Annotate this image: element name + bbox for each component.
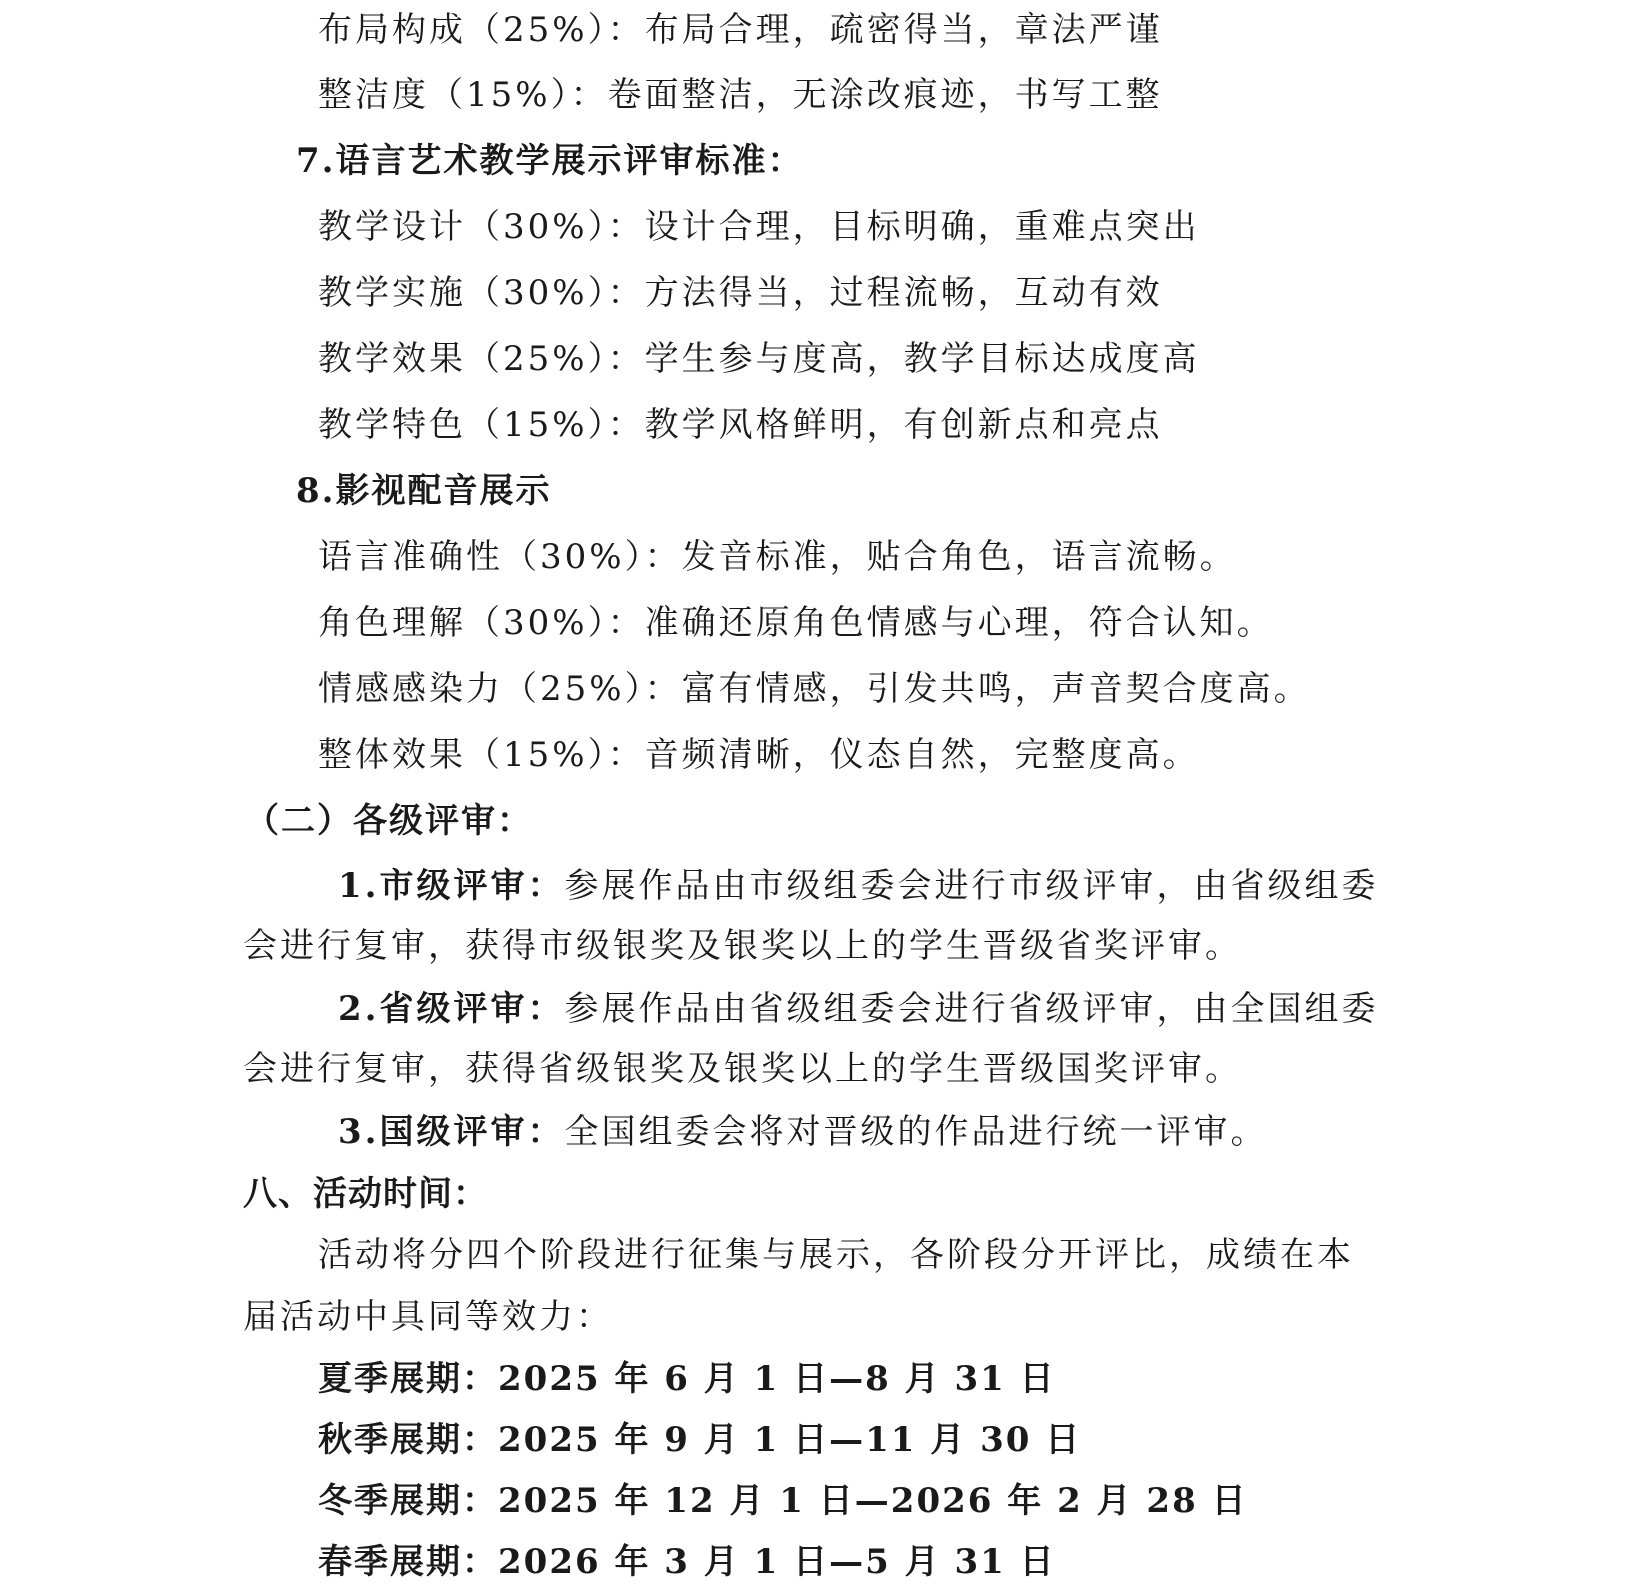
criteria-emotional-appeal: 情感感染力（25%）：富有情感，引发共鸣，声音契合度高。 xyxy=(318,669,1311,709)
section-8-heading: 8.影视配音展示 xyxy=(296,471,552,511)
city-review-label: 1.市级评审： xyxy=(338,866,565,906)
province-review-paragraph xyxy=(338,987,1379,1031)
criteria-teaching-effect: 教学效果（25%）：学生参与度高，教学目标达成度高 xyxy=(318,339,1200,379)
activity-time-heading: 八、活动时间： xyxy=(243,1174,488,1214)
criteria-teaching-design: 教学设计（30%）：设计合理，目标明确，重难点突出 xyxy=(318,207,1200,247)
criteria-neatness: 整洁度（15%）：卷面整洁，无涂改痕迹，书写工整 xyxy=(318,75,1163,115)
review-levels-heading: （二）各级评审： xyxy=(245,801,533,841)
city-review-paragraph xyxy=(338,864,1379,908)
section-7-heading: 7.语言艺术教学展示评审标准： xyxy=(296,141,804,181)
autumn-period: 秋季展期：2025 年 9 月 1 日—11 月 30 日 xyxy=(318,1420,1082,1460)
criteria-role-understanding: 角色理解（30%）：准确还原角色情感与心理，符合认知。 xyxy=(318,603,1274,643)
province-review-continuation: 会进行复审，获得省级银奖及银奖以上的学生晋级国奖评审。 xyxy=(243,1049,1242,1089)
activity-time-paragraph: 活动将分四个阶段进行征集与展示，各阶段分开评比，成绩在本 xyxy=(318,1235,1354,1275)
criteria-teaching-implementation: 教学实施（30%）：方法得当，过程流畅，互动有效 xyxy=(318,273,1163,313)
summer-period: 夏季展期：2025 年 6 月 1 日—8 月 31 日 xyxy=(318,1359,1056,1399)
national-review-text: 全国组委会将对晋级的作品进行统一评审。 xyxy=(564,1112,1268,1152)
city-review-text: 参展作品由市级组委会进行市级评审，由省级组委 xyxy=(564,866,1379,906)
criteria-teaching-feature: 教学特色（15%）：教学风格鲜明，有创新点和亮点 xyxy=(318,405,1163,445)
city-review-continuation: 会进行复审，获得市级银奖及银奖以上的学生晋级省奖评审。 xyxy=(243,926,1242,966)
criteria-overall-effect: 整体效果（15%）：音频清晰，仪态自然，完整度高。 xyxy=(318,735,1200,775)
criteria-layout: 布局构成（25%）：布局合理，疏密得当，章法严谨 xyxy=(318,10,1163,50)
activity-time-continuation: 届活动中具同等效力： xyxy=(243,1297,613,1337)
spring-period: 春季展期：2026 年 3 月 1 日—5 月 31 日 xyxy=(318,1542,1056,1582)
national-review-label: 3.国级评审： xyxy=(338,1112,565,1152)
winter-period: 冬季展期：2025 年 12 月 1 日—2026 年 2 月 28 日 xyxy=(318,1481,1248,1521)
province-review-label: 2.省级评审： xyxy=(338,989,565,1029)
criteria-language-accuracy: 语言准确性（30%）：发音标准，贴合角色，语言流畅。 xyxy=(318,537,1237,577)
national-review-paragraph xyxy=(338,1110,1268,1154)
province-review-text: 参展作品由省级组委会进行省级评审，由全国组委 xyxy=(564,989,1379,1029)
